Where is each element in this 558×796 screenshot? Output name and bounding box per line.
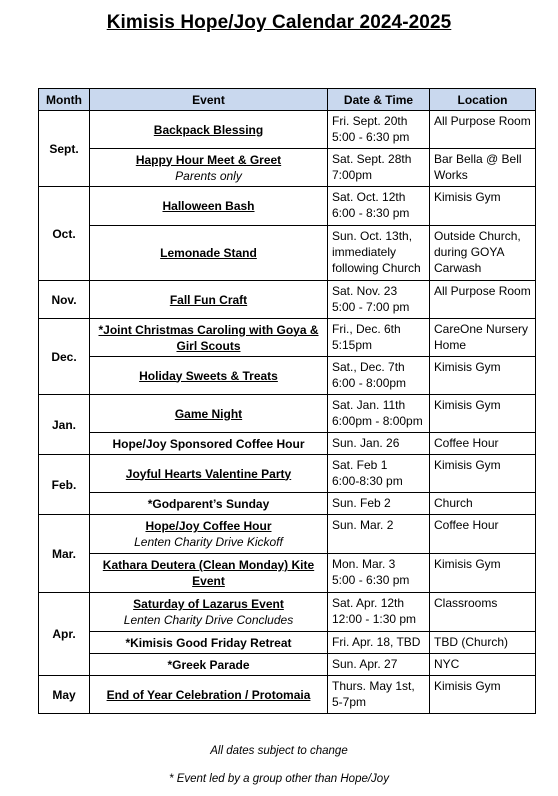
location-line: Outside Church, [434, 229, 521, 243]
date-line: 6:00 - 8:00pm [332, 376, 407, 390]
event-name: Lemonade Stand [160, 246, 257, 260]
date-line: Sun. Jan. 26 [332, 436, 400, 450]
location-cell [430, 281, 536, 319]
event-name: *Kimisis Good Friday Retreat [125, 635, 292, 650]
date-line: Fri. Sept. 20th [332, 114, 408, 128]
event-cell [90, 149, 328, 187]
event-name: *Joint Christmas Caroling with Goya & Girl Scouts [98, 322, 319, 353]
event-cell [90, 281, 328, 319]
location-cell [430, 593, 536, 632]
table-row [39, 455, 536, 493]
location-line: Classrooms [434, 596, 498, 610]
table-row [39, 593, 536, 632]
header-month: Month [39, 89, 90, 111]
month-cell: May [39, 676, 90, 714]
date-line: Fri. Apr. 18, TBD [332, 635, 421, 649]
location-line: NYC [434, 657, 460, 671]
table-row [39, 281, 536, 319]
event-cell [90, 515, 328, 554]
location-cell [430, 433, 536, 455]
calendar-table [38, 88, 536, 714]
location-line: TBD (Church) [434, 635, 509, 649]
location-cell [430, 226, 536, 281]
event-name: Joyful Hearts Valentine Party [125, 466, 292, 481]
date-line: following Church [332, 261, 421, 275]
table-row [39, 226, 536, 281]
table-row [39, 187, 536, 226]
date-line: Mon. Mar. 3 [332, 557, 396, 571]
date-line: Sat. Oct. 12th [332, 190, 406, 204]
location-line: Church [434, 496, 473, 510]
date-line: Sun. Apr. 27 [332, 657, 398, 671]
location-cell [430, 319, 536, 357]
table-row [39, 554, 536, 593]
date-cell [328, 554, 430, 593]
event-name: Happy Hour Meet & Greet [135, 152, 282, 167]
date-line: Sat., Dec. 7th [332, 360, 405, 374]
event-cell [90, 593, 328, 632]
date-cell [328, 281, 430, 319]
table-row [39, 395, 536, 433]
event-name: Hope/Joy Coffee Hour [145, 519, 272, 533]
date-line: 6:00pm - 8:00pm [332, 414, 423, 428]
location-line: Kimisis Gym [434, 679, 501, 693]
date-cell [328, 395, 430, 433]
location-line: All Purpose Room [434, 284, 531, 298]
event-cell [90, 187, 328, 226]
location-line: Kimisis Gym [434, 190, 501, 204]
date-line: 7:00pm [332, 168, 373, 182]
table-row [39, 149, 536, 187]
date-cell [328, 676, 430, 714]
location-cell [430, 455, 536, 493]
date-line: 5:00 - 7:00 pm [332, 300, 410, 314]
location-cell [430, 632, 536, 654]
table-row [39, 654, 536, 676]
table-row [39, 357, 536, 395]
location-cell [430, 187, 536, 226]
event-cell [90, 654, 328, 676]
header-location: Location [430, 89, 536, 111]
date-line: Fri., Dec. 6th [332, 322, 401, 336]
event-note: Lenten Charity Drive Concludes [123, 613, 294, 627]
event-name: Saturday of Lazarus Event [133, 597, 284, 611]
event-note: Lenten Charity Drive Kickoff [134, 535, 283, 549]
event-cell [90, 226, 328, 281]
date-line: 6:00 - 8:30 pm [332, 206, 410, 220]
date-line: 5-7pm [332, 695, 367, 709]
table-row [39, 493, 536, 515]
date-cell [328, 433, 430, 455]
month-cell: Feb. [39, 455, 90, 515]
date-cell [328, 319, 430, 357]
date-line: Sun. Feb 2 [332, 496, 391, 510]
location-cell [430, 654, 536, 676]
event-cell [90, 632, 328, 654]
event-cell [90, 395, 328, 433]
date-line: Sat. Apr. 12th [332, 596, 405, 610]
location-line: Bar Bella @ Bell [434, 152, 522, 166]
event-cell [90, 455, 328, 493]
month-cell: Nov. [39, 281, 90, 319]
date-line: Thurs. May 1st, [332, 679, 415, 693]
month-cell: Mar. [39, 515, 90, 593]
date-line: 5:15pm [332, 338, 373, 352]
month-cell: Dec. [39, 319, 90, 395]
date-cell [328, 493, 430, 515]
event-name: Hope/Joy Sponsored Coffee Hour [112, 436, 305, 451]
table-row [39, 676, 536, 714]
location-cell [430, 515, 536, 554]
event-cell [90, 676, 328, 714]
date-line: 5:00 - 6:30 pm [332, 130, 410, 144]
event-name: *Godparent’s Sunday [147, 496, 270, 511]
date-cell [328, 187, 430, 226]
date-line: Sat. Jan. 11th [332, 398, 406, 412]
table-row [39, 515, 536, 554]
change-note: All dates subject to change [210, 745, 348, 757]
location-line: CareOne Nursery [434, 322, 529, 336]
date-line: Sat. Feb 1 [332, 458, 388, 472]
date-cell [328, 111, 430, 149]
location-cell [430, 676, 536, 714]
date-line: 6:00-8:30 pm [332, 474, 403, 488]
date-cell [328, 632, 430, 654]
event-name: Kathara Deutera (Clean Monday) Kite Event [102, 558, 315, 588]
date-cell [328, 654, 430, 676]
location-line: Coffee Hour [434, 518, 499, 532]
table-header-row [39, 89, 536, 111]
date-cell [328, 515, 430, 554]
date-line: Sat. Nov. 23 [332, 284, 398, 298]
event-cell [90, 493, 328, 515]
date-line: immediately [332, 245, 397, 259]
event-cell [90, 357, 328, 395]
location-line: Coffee Hour [434, 436, 499, 450]
location-line: All Purpose Room [434, 114, 531, 128]
event-name: Halloween Bash [162, 199, 255, 213]
page-title: Kimisis Hope/Joy Calendar 2024-2025 [106, 12, 452, 33]
location-line: Works [434, 168, 468, 182]
date-cell [328, 455, 430, 493]
date-line: Sun. Oct. 13th, [332, 229, 413, 243]
month-cell: Apr. [39, 593, 90, 676]
location-line: Carwash [434, 261, 482, 275]
date-cell [328, 149, 430, 187]
location-line: Kimisis Gym [434, 360, 501, 374]
header-date-time: Date & Time [328, 89, 430, 111]
table-row [39, 632, 536, 654]
location-line: Home [434, 338, 467, 352]
month-cell: Oct. [39, 187, 90, 281]
date-line: 5:00 - 6:30 pm [332, 573, 410, 587]
date-cell [328, 357, 430, 395]
location-cell [430, 554, 536, 593]
table-row [39, 433, 536, 455]
location-line: during GOYA [434, 245, 505, 259]
event-cell [90, 319, 328, 357]
footnote: * Event led by a group other than Hope/Joy [169, 773, 389, 785]
location-line: Kimisis Gym [434, 557, 501, 571]
location-cell [430, 111, 536, 149]
location-cell [430, 493, 536, 515]
event-name: End of Year Celebration / Protomaia [106, 687, 311, 702]
location-line: Kimisis Gym [434, 458, 501, 472]
event-cell [90, 111, 328, 149]
date-cell [328, 226, 430, 281]
table-row [39, 319, 536, 357]
date-cell [328, 593, 430, 632]
table-row [39, 111, 536, 149]
date-line: Sat. Sept. 28th [332, 152, 412, 166]
event-name: Fall Fun Craft [169, 292, 248, 307]
header-event: Event [90, 89, 328, 111]
date-line: 12:00 - 1:30 pm [332, 612, 417, 626]
event-name: Holiday Sweets & Treats [139, 368, 278, 383]
month-cell: Sept. [39, 111, 90, 187]
event-name: *Greek Parade [167, 657, 250, 672]
event-name: Game Night [174, 406, 243, 421]
location-cell [430, 395, 536, 433]
event-cell [90, 554, 328, 593]
event-name: Backpack Blessing [153, 122, 264, 137]
location-line: Kimisis Gym [434, 398, 501, 412]
location-cell [430, 149, 536, 187]
event-note: Parents only [175, 168, 242, 183]
event-cell [90, 433, 328, 455]
month-cell: Jan. [39, 395, 90, 455]
location-cell [430, 357, 536, 395]
date-line: Sun. Mar. 2 [332, 518, 394, 532]
